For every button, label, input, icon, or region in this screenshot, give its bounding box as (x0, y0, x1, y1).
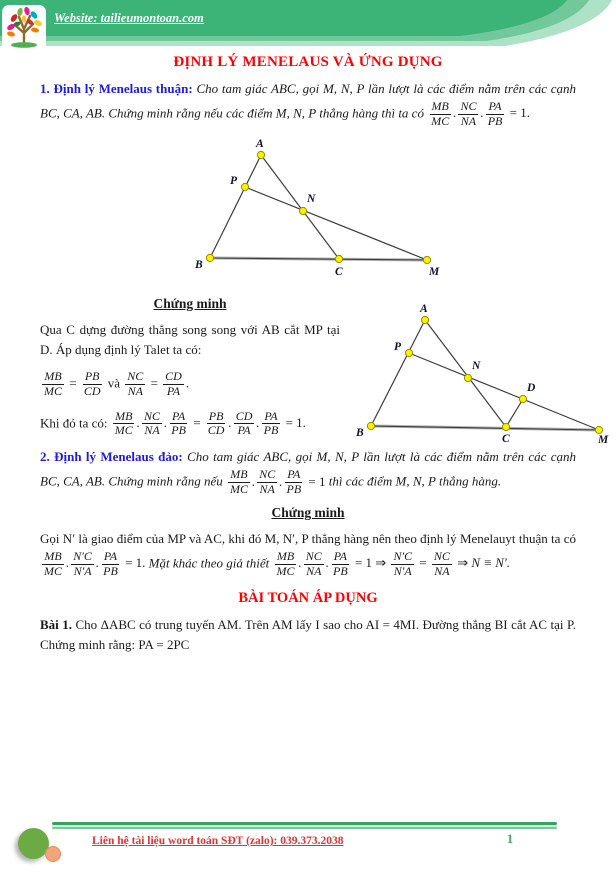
proof2-intro: Gọi N′ là giao điểm của MP và AC, khi đó M, N′, P thẳng hàng nên theo định lý Menelauyt thuận ta có (40, 530, 576, 546)
fraction-MB-MC: $\frac{MB}{MC}$ (276, 549, 295, 578)
talet-formula-row: $\frac{MB}{MC}$ = $\frac{PB}{CD}$ và $\frac{NC}{NA}$ = $\frac{CD}{PA}$ . (44, 369, 190, 398)
label-B: B (195, 258, 203, 271)
fraction-MB-MC: $\frac{MB}{MC}$ (44, 369, 62, 398)
fraction-PA-PB: $\frac{PA}{PB}$ (333, 549, 348, 578)
fraction-NC-NA: $\frac{NC}{NA}$ (127, 369, 144, 398)
proof2-heading: Chứng minh (271, 504, 345, 520)
point-M (423, 256, 430, 263)
footer-divider (52, 822, 557, 830)
header-banner (0, 0, 616, 47)
problem1-text: Cho ΔABC có trung tuyến AM. Trên AM lấy I sao cho AI = 4MI. Đường thẳng BI cắt AC tại P. Chứng minh rằng: PA = 2PC (40, 616, 576, 652)
fraction-NpC-NpA: $\frac{N'C}{N'A}$ (393, 549, 413, 578)
fraction-PB-CD: $\frac{PB}{CD}$ (207, 408, 225, 438)
label-M: M (429, 265, 440, 278)
implies-arrow: ⇒ (375, 555, 387, 571)
fraction-MB-MC: $\frac{MB}{MC}$ (431, 99, 450, 128)
label-C: C (335, 265, 343, 278)
fraction-MB-MC: $\frac{MB}{MC}$ (44, 549, 62, 578)
point-N (299, 207, 306, 214)
label-B: B (356, 426, 364, 439)
theorem2-text-after: thì các điểm M, N, P thẳng hàng. (328, 473, 502, 489)
fraction-PA-PB: $\frac{PA}{PB}$ (263, 408, 279, 438)
footer-contact-link[interactable]: Liên hệ tài liệu word toán SĐT (zalo): 039.373.2038 (92, 835, 344, 847)
label-C: C (502, 432, 510, 445)
point-M (595, 426, 602, 433)
label-N: N (472, 359, 481, 372)
label-M: M (598, 433, 609, 446)
fraction-PA-PB: $\frac{PA}{PB}$ (171, 408, 186, 438)
proof2-formula-2: $\frac{MB}{MC}$ . $\frac{NC}{NA}$ . $\frac{PA}{PB}$ = 1 ⇒ $\frac{N'C}{N'A}$ = $\frac{NC}{NA}$ ⇒ N ≡ N′. (276, 549, 511, 578)
label-P: P (394, 340, 402, 353)
theorem1-label: 1. Định lý Menelaus thuận: (40, 81, 193, 96)
fraction-NpC-NpA: $\frac{N'C}{N'A}$ (73, 549, 92, 578)
khido-label: Khi đó ta có: (40, 414, 108, 430)
fraction-MB-MC: $\frac{MB}{MC}$ (229, 467, 248, 497)
point-B (367, 422, 374, 429)
point-N (464, 374, 471, 381)
menelaus-diagram-2 (340, 289, 616, 447)
point-B (206, 254, 213, 261)
point-A (257, 151, 264, 158)
page-title: ĐỊNH LÝ MENELAUS VÀ ỨNG DỤNG (173, 54, 443, 70)
orange-circle-decoration (45, 846, 61, 862)
fraction-PB-CD: $\frac{PB}{CD}$ (83, 369, 101, 398)
point-D (519, 395, 526, 402)
point-A (421, 316, 428, 323)
point-C (335, 255, 342, 262)
fraction-MB-MC: $\frac{MB}{MC}$ (114, 408, 133, 438)
label-D: D (527, 381, 536, 394)
problem1-label: Bài 1. (40, 616, 72, 632)
label-N: N (307, 192, 316, 205)
applied-problems-heading: BÀI TOÁN ÁP DỤNG (238, 589, 378, 606)
theorem1-text: Cho tam giác ABC, gọi M, N, P lần lượt là các điểm nằm trên các cạnh BC, CA, AB. Chứng minh rằng nếu các điểm M, N, P thẳng hàng thì ta có (40, 81, 576, 121)
theorem2-formula: $\frac{MB}{MC}$ . $\frac{NC}{NA}$ . $\frac{PA}{PB}$ = 1 (229, 467, 326, 497)
document-body (40, 79, 609, 655)
and-connector: và (107, 375, 121, 391)
theorem1-formula: $\frac{MB}{MC}$ . $\frac{NC}{NA}$ . $\frac{PA}{PB}$ = 1. (431, 99, 530, 128)
khido-formula-row: Khi đó ta có: $\frac{MB}{MC}$ . $\frac{NC}{NA}$ . $\frac{PA}{PB}$ = $\frac{PB}{CD}$ . $\frac{CD}{PA}$ . $\frac{PA}{PB}$ = 1. (40, 408, 306, 438)
point-C (502, 423, 509, 430)
fraction-CD-PA: $\frac{CD}{PA}$ (165, 369, 182, 398)
label-A: A (420, 302, 428, 315)
fraction-PA-PB: $\frac{PA}{PB}$ (103, 549, 118, 578)
fraction-PA-PB: $\frac{PA}{PB}$ (487, 99, 503, 128)
fraction-PA-PB: $\frac{PA}{PB}$ (286, 467, 302, 497)
proof2-paragraph (40, 529, 576, 580)
point-P (241, 183, 248, 190)
website-link[interactable]: Website: tailieumontoan.com (54, 11, 204, 25)
fraction-NC-NA: $\frac{NC}{NA}$ (144, 408, 161, 438)
page-number: 1 (506, 831, 514, 846)
proof1-heading: Chứng minh (153, 295, 227, 311)
theorem2-label: 2. Định lý Menelaus đảo: (40, 449, 183, 465)
menelaus-diagram-1 (150, 135, 490, 285)
point-P (405, 349, 412, 356)
implies-arrow: ⇒ (457, 555, 469, 571)
proof2-conclusion: N ≡ N′. (471, 555, 511, 571)
fraction-NC-NA: $\frac{NC}{NA}$ (460, 99, 477, 128)
theorem2-text-before: Cho tam giác ABC, gọi M, N, P lần lượt là các điểm nằm trên các cạnh BC, CA, AB. Chứng minh rằng nếu (40, 449, 577, 489)
theorem1-paragraph (40, 79, 576, 130)
theorem2-paragraph (40, 447, 576, 498)
fraction-NC-NA: $\frac{NC}{NA}$ (433, 549, 450, 578)
label-P: P (230, 174, 238, 187)
label-A: A (256, 137, 264, 150)
tree-logo-icon (2, 3, 48, 53)
problem1-paragraph (40, 615, 576, 655)
proof2-mid: Mặt khác theo giả thiết (148, 555, 270, 571)
proof2-formula-1: $\frac{MB}{MC}$ . $\frac{N'C}{N'A}$ . $\frac{PA}{PB}$ = 1. (44, 549, 146, 578)
fraction-NC-NA: $\frac{NC}{NA}$ (259, 467, 276, 497)
fraction-CD-PA: $\frac{CD}{PA}$ (235, 408, 253, 438)
fraction-NC-NA: $\frac{NC}{NA}$ (305, 549, 322, 578)
proof1-paragraph: Qua C dựng đường thẳng song song với AB cắt MP tại D. Áp dụng định lý Talet ta có: (40, 321, 340, 357)
